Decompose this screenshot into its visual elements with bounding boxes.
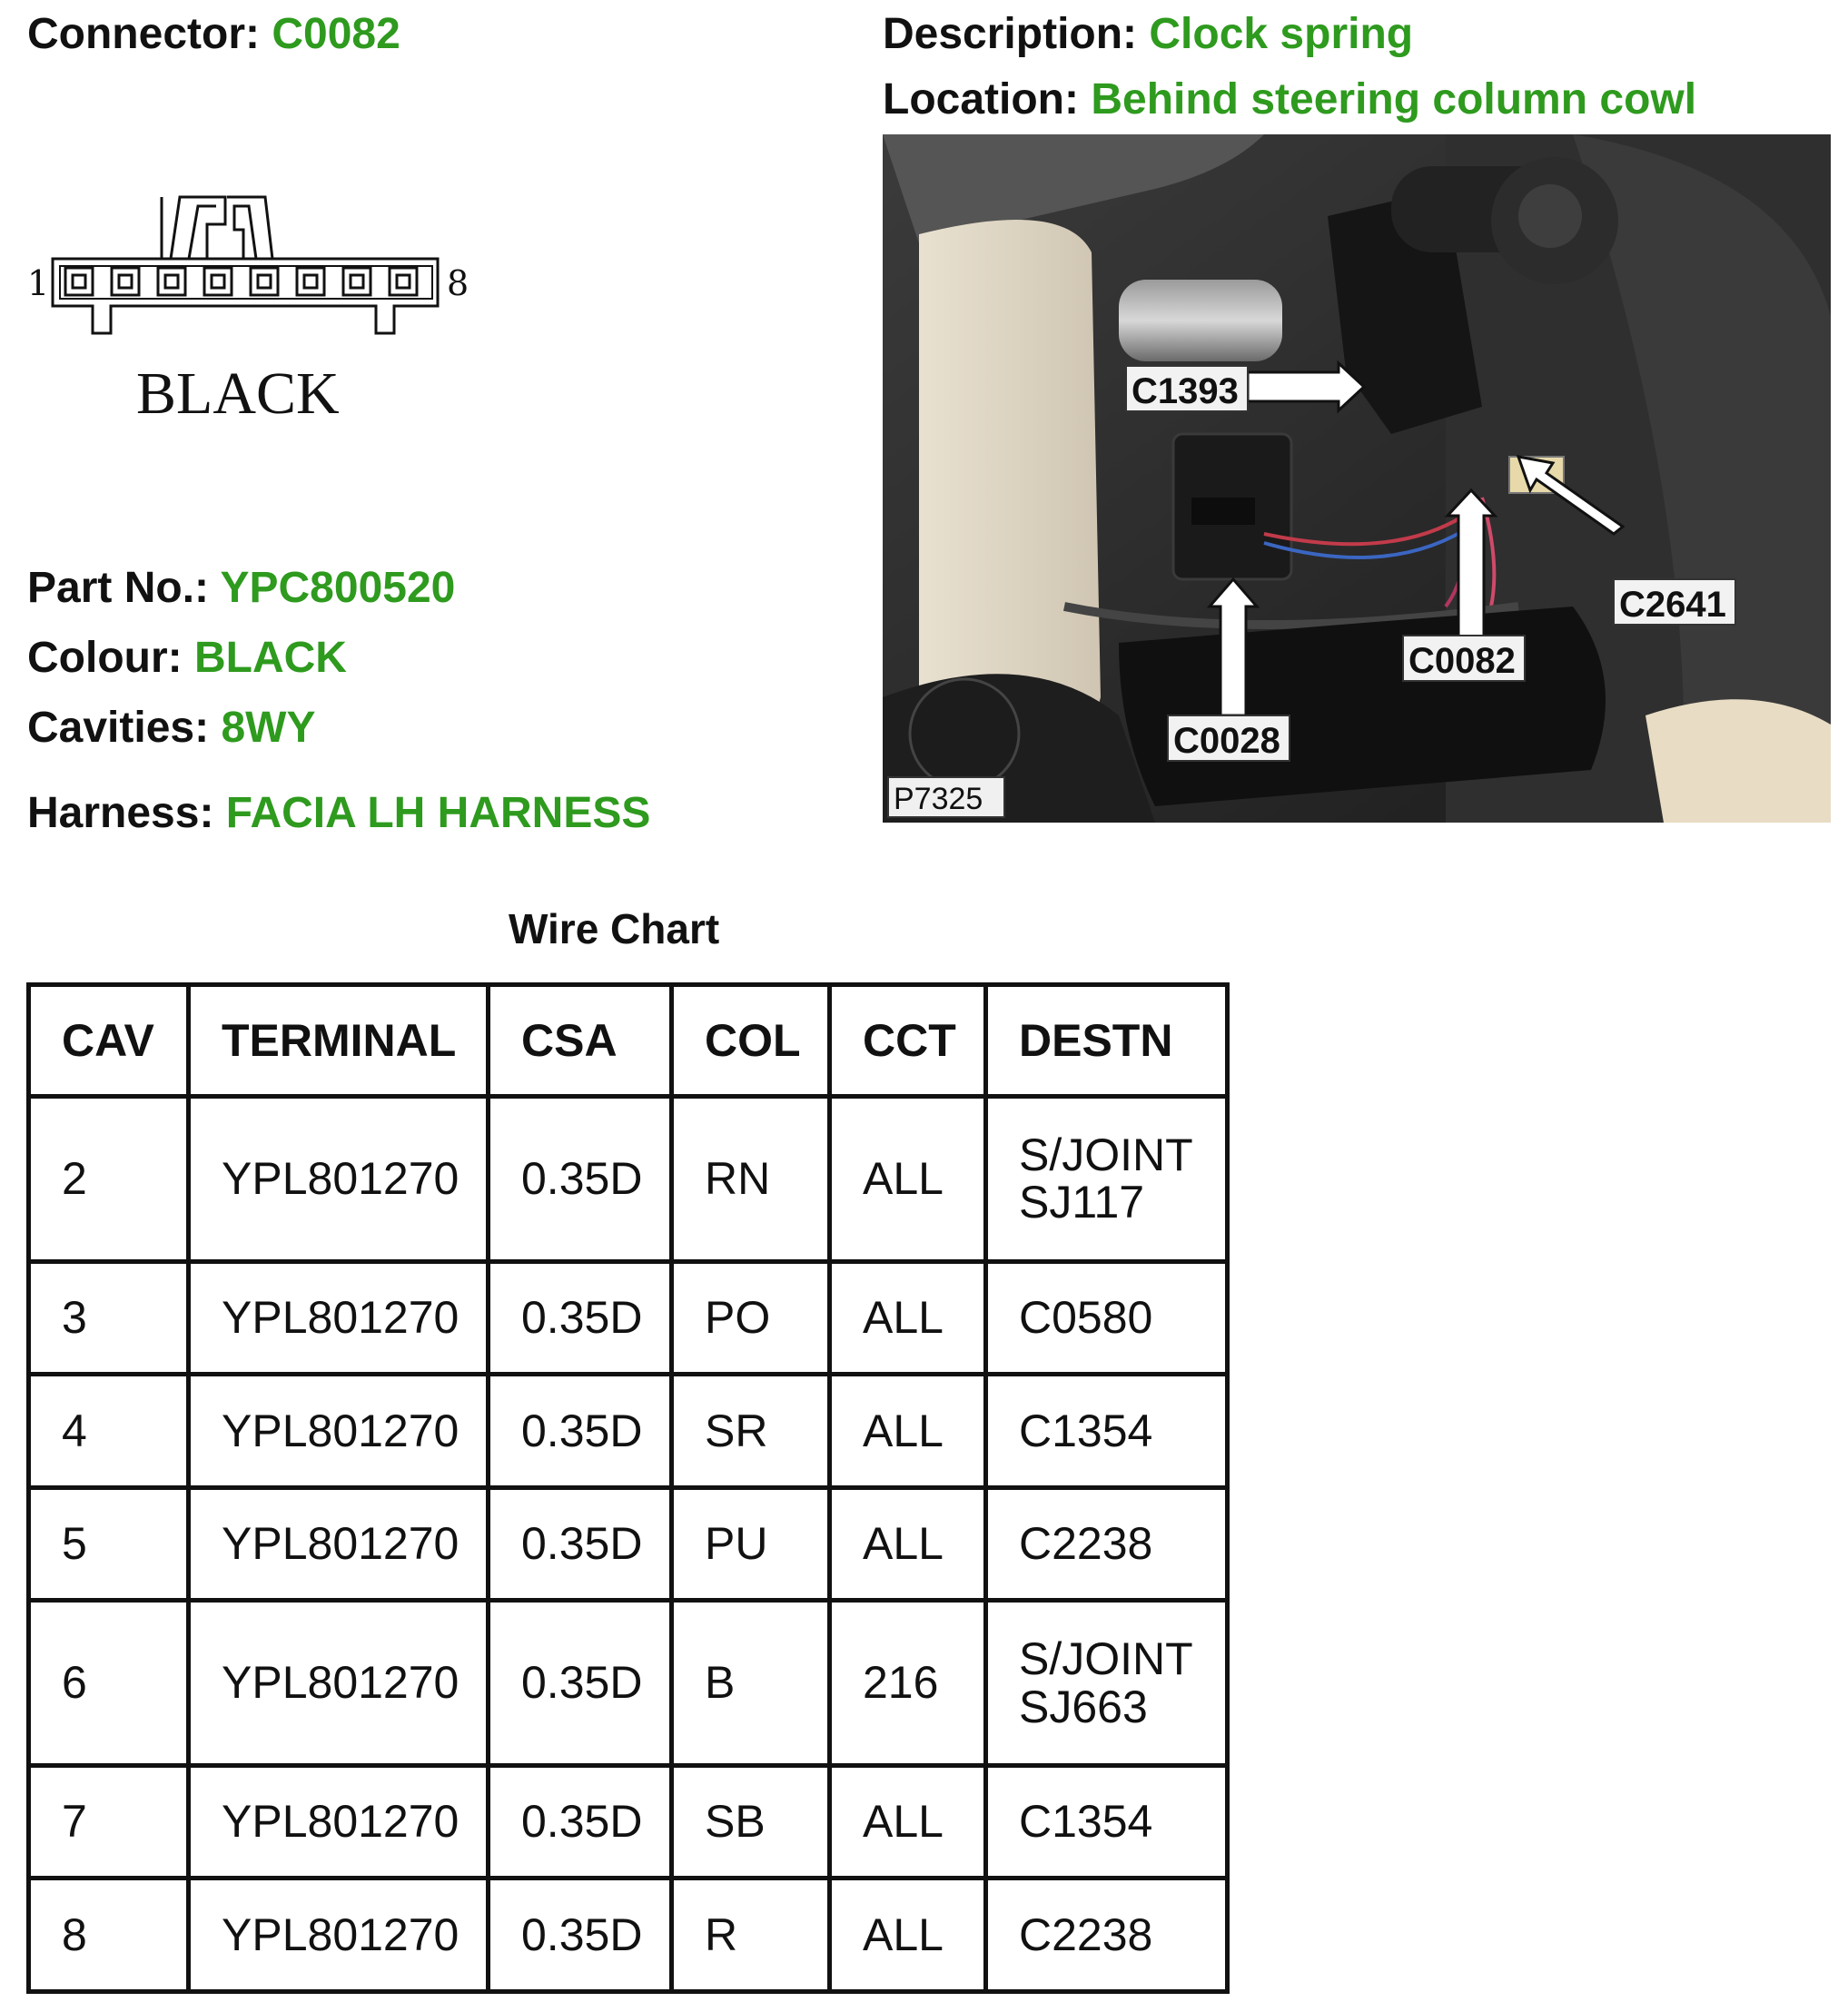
table-row bbox=[29, 1261, 1228, 1375]
cell-terminal: YPL801270 bbox=[189, 1487, 489, 1601]
cell-destn: C0580 bbox=[986, 1261, 1228, 1375]
colour-line bbox=[27, 636, 347, 680]
header-cct: CCT bbox=[830, 985, 986, 1097]
cavities-line bbox=[27, 706, 315, 750]
table-row bbox=[29, 1601, 1228, 1766]
cell-cav: 7 bbox=[29, 1765, 189, 1879]
cell-col: B bbox=[672, 1601, 830, 1766]
cell-cct: ALL bbox=[830, 1261, 986, 1375]
table-header-row bbox=[29, 985, 1228, 1097]
description-value: Clock spring bbox=[1149, 10, 1414, 58]
connector-face-diagram bbox=[27, 186, 490, 440]
colour-label: Colour: bbox=[27, 634, 183, 682]
cell-col: SR bbox=[672, 1375, 830, 1488]
description-line bbox=[883, 10, 1414, 58]
header-csa: CSA bbox=[489, 985, 672, 1097]
diagram-colour-text: BLACK bbox=[136, 360, 340, 427]
location-line bbox=[883, 75, 1697, 123]
connector-label: Connector: bbox=[27, 10, 260, 58]
destn-line-2: SJ663 bbox=[1019, 1681, 1148, 1732]
connector-value: C0082 bbox=[272, 10, 400, 58]
cell-destn: C1354 bbox=[986, 1375, 1228, 1488]
cell-cct: ALL bbox=[830, 1879, 986, 1992]
cell-destn: C2238 bbox=[986, 1879, 1228, 1992]
destn-line-1: S/JOINT bbox=[1019, 1633, 1193, 1685]
cell-csa: 0.35D bbox=[489, 1261, 672, 1375]
colour-value: BLACK bbox=[193, 634, 347, 682]
table-row bbox=[29, 1879, 1228, 1992]
cell-cct: ALL bbox=[830, 1097, 986, 1262]
cell-cav: 5 bbox=[29, 1487, 189, 1601]
cell-cav: 3 bbox=[29, 1261, 189, 1375]
cell-csa: 0.35D bbox=[489, 1765, 672, 1879]
cell-csa: 0.35D bbox=[489, 1375, 672, 1488]
harness-value: FACIA LH HARNESS bbox=[225, 789, 651, 837]
table-row bbox=[29, 1097, 1228, 1262]
cell-csa: 0.35D bbox=[489, 1879, 672, 1992]
cell-destn bbox=[986, 1097, 1228, 1262]
destn-line-2: SJ117 bbox=[1019, 1177, 1145, 1228]
table-row bbox=[29, 1765, 1228, 1879]
cell-csa: 0.35D bbox=[489, 1487, 672, 1601]
wire-chart-table bbox=[26, 982, 1230, 1994]
callout-c0082: C0082 bbox=[1408, 641, 1516, 681]
cell-csa: 0.35D bbox=[489, 1601, 672, 1766]
connector-line bbox=[27, 10, 400, 58]
cell-cav: 8 bbox=[29, 1879, 189, 1992]
wire-chart-title: Wire Chart bbox=[509, 905, 720, 952]
pin-last-label: 8 bbox=[447, 263, 469, 303]
cell-cct: ALL bbox=[830, 1487, 986, 1601]
part-no-line bbox=[27, 564, 456, 612]
location-value: Behind steering column cowl bbox=[1091, 75, 1697, 123]
callout-c2641: C2641 bbox=[1619, 585, 1726, 625]
description-label: Description: bbox=[883, 10, 1138, 58]
header-terminal: TERMINAL bbox=[189, 985, 489, 1097]
table-row bbox=[29, 1375, 1228, 1488]
cell-terminal: YPL801270 bbox=[189, 1879, 489, 1992]
cell-cav: 4 bbox=[29, 1375, 189, 1488]
cell-cct: ALL bbox=[830, 1375, 986, 1488]
connector-cavities bbox=[65, 268, 417, 295]
callout-c0028: C0028 bbox=[1173, 721, 1280, 761]
destn-line-1: S/JOINT bbox=[1019, 1129, 1193, 1180]
cell-terminal: YPL801270 bbox=[189, 1097, 489, 1262]
callout-c1393: C1393 bbox=[1132, 371, 1239, 411]
cell-terminal: YPL801270 bbox=[189, 1375, 489, 1488]
cell-cav: 2 bbox=[29, 1097, 189, 1262]
cell-destn: C1354 bbox=[986, 1765, 1228, 1879]
table-row bbox=[29, 1487, 1228, 1601]
cell-cct: 216 bbox=[830, 1601, 986, 1766]
cell-csa: 0.35D bbox=[489, 1097, 672, 1262]
part-no-value: YPC800520 bbox=[220, 564, 456, 612]
cell-col: R bbox=[672, 1879, 830, 1992]
cell-terminal: YPL801270 bbox=[189, 1765, 489, 1879]
connector-latch bbox=[162, 197, 272, 259]
cell-terminal: YPL801270 bbox=[189, 1601, 489, 1766]
cell-col: SB bbox=[672, 1765, 830, 1879]
cell-terminal: YPL801270 bbox=[189, 1261, 489, 1375]
part-no-label: Part No.: bbox=[27, 564, 210, 612]
photo-ref: P7325 bbox=[894, 782, 983, 816]
cell-cct: ALL bbox=[830, 1765, 986, 1879]
cell-cav: 6 bbox=[29, 1601, 189, 1766]
cell-col: RN bbox=[672, 1097, 830, 1262]
cell-col: PO bbox=[672, 1261, 830, 1375]
cell-col: PU bbox=[672, 1487, 830, 1601]
cavities-label: Cavities: bbox=[27, 704, 210, 752]
header-col: COL bbox=[672, 985, 830, 1097]
cell-destn: C2238 bbox=[986, 1487, 1228, 1601]
cavities-value: 8WY bbox=[221, 704, 316, 752]
cell-destn bbox=[986, 1601, 1228, 1766]
location-label: Location: bbox=[883, 75, 1079, 123]
pin-first-label: 1 bbox=[27, 263, 50, 303]
harness-line bbox=[27, 789, 651, 837]
header-cav: CAV bbox=[29, 985, 189, 1097]
harness-label: Harness: bbox=[27, 789, 214, 837]
location-photo bbox=[883, 134, 1831, 823]
header-destn: DESTN bbox=[986, 985, 1228, 1097]
